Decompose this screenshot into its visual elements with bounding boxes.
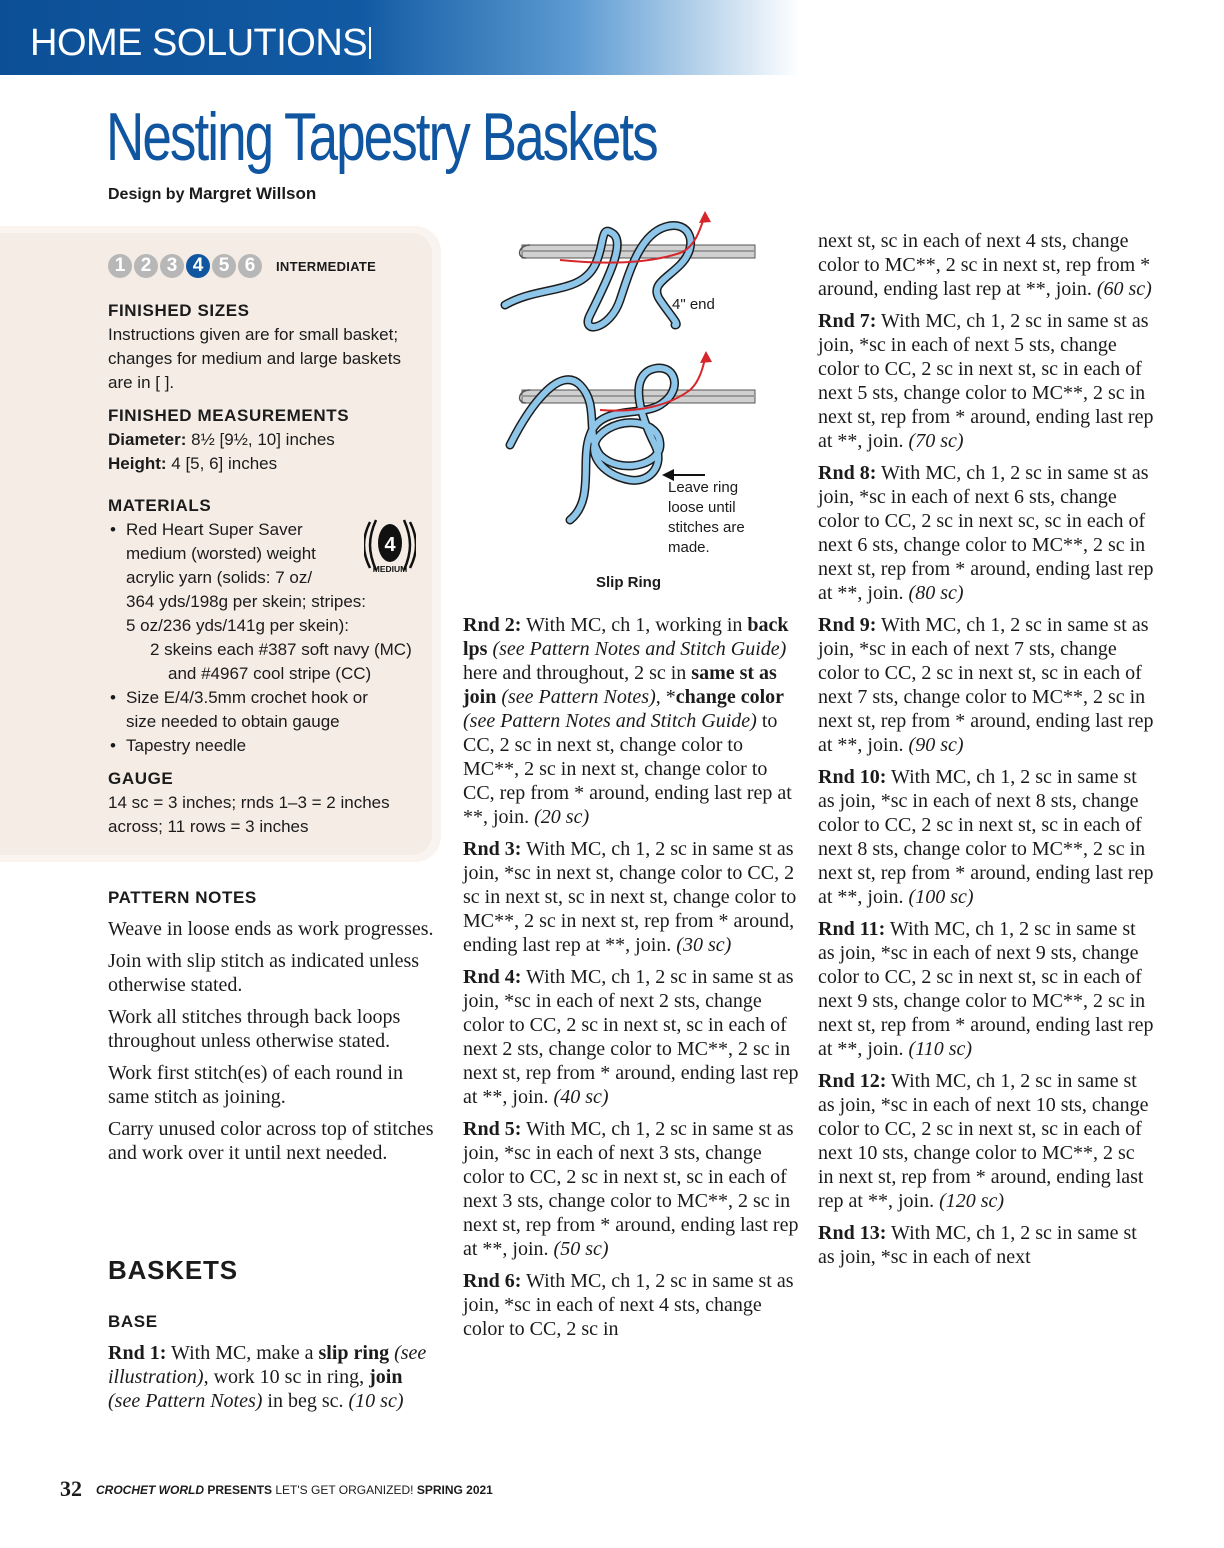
measurements-heading: FINISHED MEASUREMENTS bbox=[108, 406, 350, 425]
pattern-notes bbox=[108, 917, 438, 1173]
header-band bbox=[0, 0, 800, 75]
round-8: Rnd 8: With MC, ch 1, 2 sc in same st as join, *sc in each of next 6 sts, change color to CC, 2 sc in next sc, sc in each of next 6 sts, change color to MC**, 2 sc in next st, rep from * around, ending last rep at **, join. (80 sc) bbox=[818, 462, 1154, 604]
skill-level bbox=[108, 254, 376, 278]
note-item: Join with slip stitch as indicated unless otherwise stated. bbox=[108, 950, 420, 996]
round-3: Rnd 3: With MC, ch 1, 2 sc in same st as join, *sc in next st, change color to CC, 2 sc in next st, sc in next st, change color to MC**, 2 sc in next st, rep from * around, ending last rep at **, join. (30 sc) bbox=[463, 838, 797, 956]
round-1: Rnd 1: With MC, make a slip ring (see illustration), work 10 sc in ring, join (see Pattern Notes) in beg sc. (10 sc) bbox=[108, 1342, 427, 1412]
round-9: Rnd 9: With MC, ch 1, 2 sc in same st as join, *sc in each of next 7 sts, change color to CC, 2 sc in next st, sc in each of next 7 sts, change color to MC**, 2 sc in next st, rep from * around, ending last rep at **, join. (90 sc) bbox=[818, 614, 1154, 756]
base-heading: BASE bbox=[108, 1312, 158, 1331]
round-5: Rnd 5: With MC, ch 1, 2 sc in same st as join, *sc in each of next 3 sts, change color to CC, 2 sc in next st, sc in each of next 3 sts, change color to MC**, 2 sc in next st, rep from * around, ending last rep at **, join. (50 sc) bbox=[463, 1118, 799, 1260]
middle-column bbox=[463, 613, 803, 1349]
finished-sizes bbox=[108, 299, 428, 395]
materials bbox=[108, 494, 412, 758]
skill-dot: 6 bbox=[238, 254, 262, 278]
round-4: Rnd 4: With MC, ch 1, 2 sc in same st as join, *sc in each of next 2 sts, change color to CC, 2 sc in next st, sc in each of next 2 sts, change color to MC**, 2 sc in next st, rep from * around, ending last rep at **, join. (40 sc) bbox=[463, 966, 799, 1108]
loose-ring-label: Leave ring loose until stitches are made. bbox=[668, 479, 745, 556]
note-item: Carry unused color across top of stitches and work over it until next needed. bbox=[108, 1118, 434, 1164]
baskets-heading: BASKETS bbox=[108, 1255, 238, 1285]
round-12: Rnd 12: With MC, ch 1, 2 sc in same st as join, *sc in each of next 10 sts, change color to CC, 2 sc in next st, sc in each of next 10 sts, change color to MC**, 2 sc in next st, rep from * around, ending last rep at **, join. (120 sc) bbox=[818, 1070, 1149, 1212]
page-footer: 32 CROCHET WORLD PRESENTS LET'S GET ORGANIZED! SPRING 2021 bbox=[60, 1476, 493, 1501]
round-10: Rnd 10: With MC, ch 1, 2 sc in same st as join, *sc in each of next 8 sts, change color to CC, 2 sc in next st, sc in each of next 8 sts, change color to MC**, 2 sc in next st, rep from * around, ending last rep at **, join. (100 sc) bbox=[818, 766, 1154, 908]
skill-dot: 5 bbox=[212, 254, 236, 278]
end-label: 4" end bbox=[672, 296, 715, 313]
finished-sizes-text: Instructions given are for small basket; changes for medium and large baskets are in [ ]. bbox=[108, 325, 401, 392]
byline: Design by Margret Willson bbox=[108, 184, 317, 203]
skill-dot: 3 bbox=[160, 254, 184, 278]
page-title: Nesting Tapestry Baskets bbox=[106, 99, 657, 175]
gauge-heading: GAUGE bbox=[108, 769, 174, 788]
material-yarn: • Red Heart Super Saver medium (worsted) weight acrylic yarn (solids: 7 oz/ 364 yds/198g per skein; stripes: 5 oz/236 yds/141g per skein): 2 skeins each #387 soft navy (MC) and #4967 cool stripe (CC) bbox=[108, 518, 408, 686]
note-item: Weave in loose ends as work progresses. bbox=[108, 918, 434, 940]
round-6-continued: next st, sc in each of next 4 sts, change color to MC**, 2 sc in next st, rep from * around, ending last rep at **, join. (60 sc) bbox=[818, 230, 1152, 300]
pattern-notes-heading: PATTERN NOTES bbox=[108, 888, 257, 907]
section-label: HOME SOLUTIONS bbox=[30, 22, 371, 65]
diameter-value: 8½ [9½, 10] inches bbox=[191, 430, 335, 449]
finished-measurements: FINISHED MEASUREMENTS Diameter: 8½ [9½, 10] inches Height: 4 [5, 6] inches bbox=[108, 404, 428, 476]
finished-sizes-heading: FINISHED SIZES bbox=[108, 301, 250, 320]
skill-dot: 2 bbox=[134, 254, 158, 278]
page-number: 32 bbox=[60, 1476, 82, 1501]
height-value: 4 [5, 6] inches bbox=[171, 454, 278, 473]
designer-name: Margret Willson bbox=[188, 184, 317, 203]
yarn-strand-icon bbox=[505, 226, 691, 327]
round-2: Rnd 2: With MC, ch 1, working in back lps (see Pattern Notes and Stitch Guide) here and throughout, 2 sc in same st as join (see Pattern Notes), *change color (see Pattern Notes and Stitch Guide) to CC, 2 sc in next st, change color to MC**, 2 sc in next st, change color to CC, rep from * around, ending last rep at **, join. (20 sc) bbox=[463, 614, 792, 828]
yarn-weight-number: 4 bbox=[384, 534, 396, 556]
yarn-weight-icon bbox=[364, 518, 416, 574]
round-6: Rnd 6: With MC, ch 1, 2 sc in same st as join, *sc in each of next 4 sts, change color to CC, 2 sc in bbox=[463, 1270, 794, 1340]
magazine-name: CROCHET WORLD bbox=[96, 1483, 204, 1497]
illustration-caption: Slip Ring bbox=[596, 574, 661, 591]
material-hook: • Size E/4/3.5mm crochet hook or size needed to obtain gauge bbox=[108, 686, 408, 734]
round-13: Rnd 13: With MC, ch 1, 2 sc in same st as join, *sc in each of next bbox=[818, 1222, 1137, 1268]
skill-label: INTERMEDIATE bbox=[276, 258, 377, 274]
round-7: Rnd 7: With MC, ch 1, 2 sc in same st as join, *sc in each of next 5 sts, change color to CC, 2 sc in next st, sc in each of next 5 sts, change color to MC**, 2 sc in next st, rep from * around, ending last rep at **, join. (70 sc) bbox=[818, 310, 1154, 452]
skill-dot: 1 bbox=[108, 254, 132, 278]
round-11: Rnd 11: With MC, ch 1, 2 sc in same st as join, *sc in each of next 9 sts, change color to CC, 2 sc in next st, sc in each of next 9 sts, change color to MC**, 2 sc in next st, rep from * around, ending last rep at **, join. (110 sc) bbox=[818, 918, 1154, 1060]
yarn-weight-label: MEDIUM bbox=[372, 564, 408, 574]
gauge: GAUGE 14 sc = 3 inches; rnds 1–3 = 2 inches across; 11 rows = 3 inches bbox=[108, 767, 428, 839]
materials-heading: MATERIALS bbox=[108, 496, 212, 515]
note-item: Work first stitch(es) of each round in same stitch as joining. bbox=[108, 1062, 403, 1108]
skill-dot-active: 4 bbox=[186, 254, 210, 278]
right-column bbox=[818, 229, 1154, 1277]
material-needle: • Tapestry needle bbox=[108, 734, 408, 758]
note-item: Work all stitches through back loops throughout unless otherwise stated. bbox=[108, 1006, 401, 1052]
